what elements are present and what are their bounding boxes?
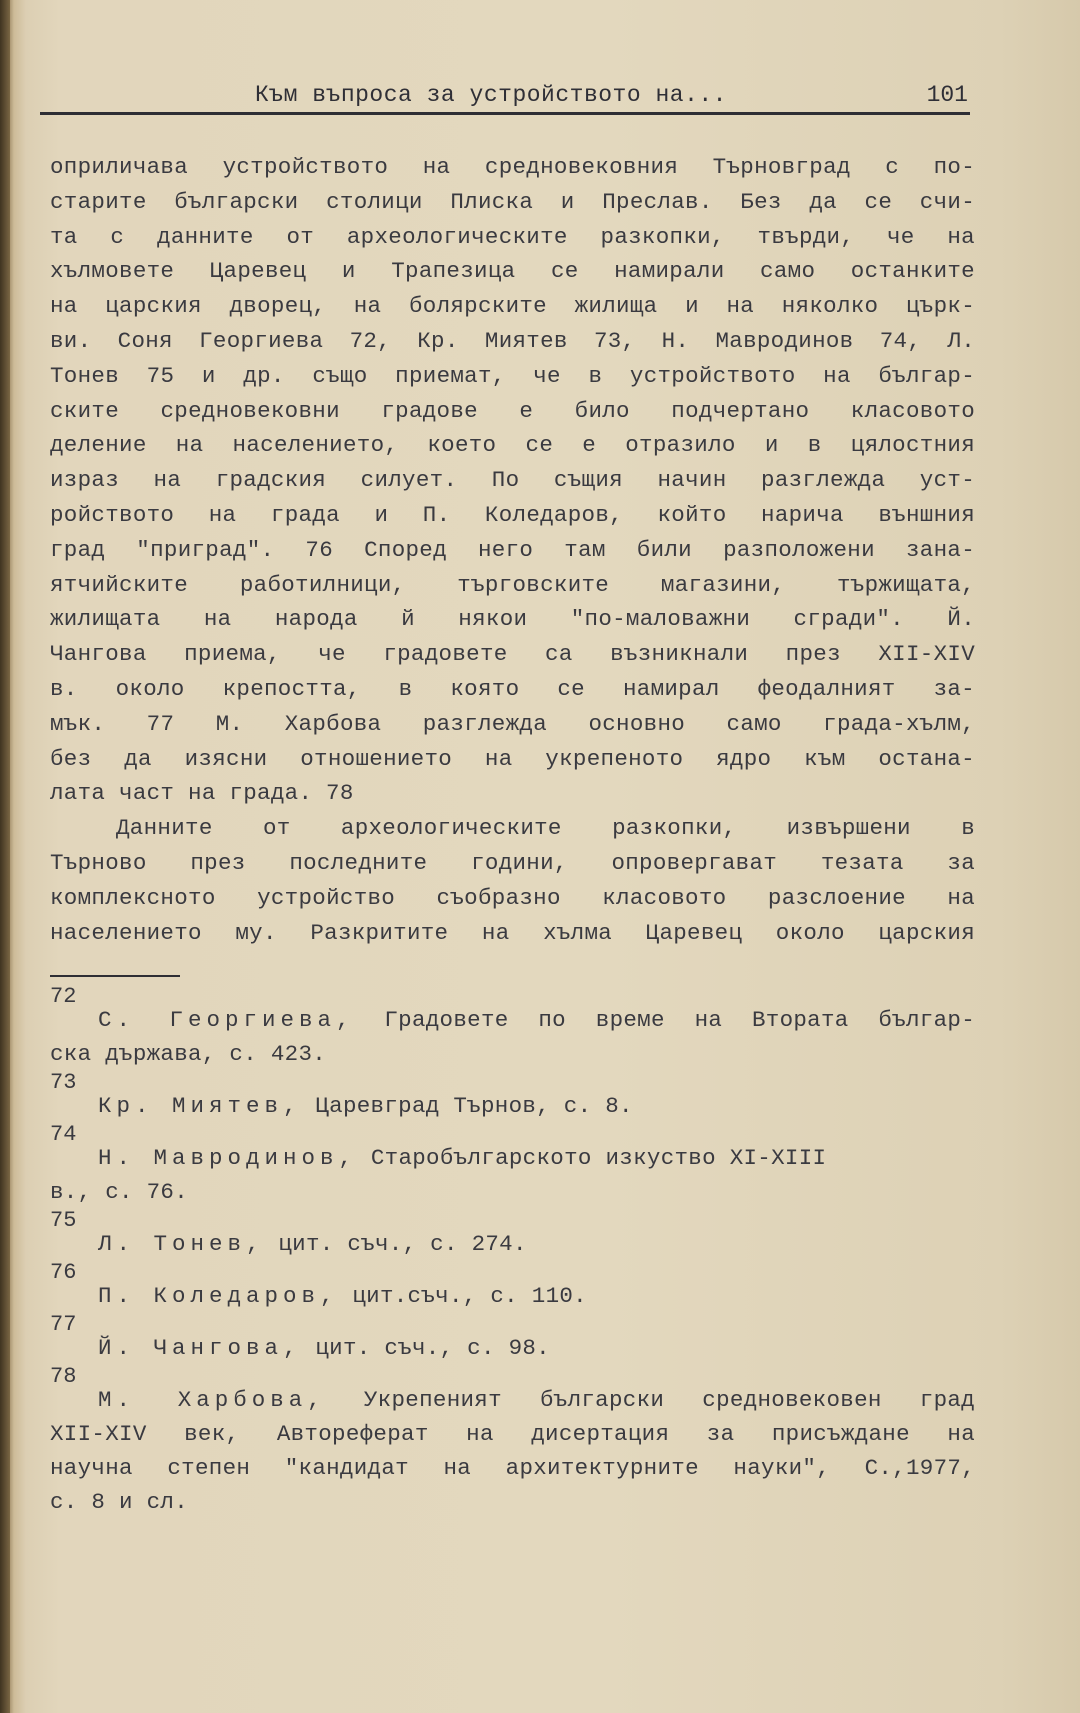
footnote-author: Кр. Миятев, [98, 1093, 302, 1119]
body-line: комплексното устройство съобразно класовото разслоение на [50, 884, 975, 911]
body-text [50, 150, 975, 950]
footnote-number: 76 [50, 1260, 77, 1285]
footnote-line: ска държава, с. 423. [50, 1041, 327, 1067]
footnote-line: с. 8 и сл. [50, 1489, 189, 1515]
body-line: Търново през последните години, опровергават тезата за [50, 849, 975, 876]
footnote-73 [50, 1071, 975, 1123]
footnote-text: цит. съч., с. 98. [315, 1335, 550, 1361]
body-line: Данните от археологическите разкопки, извършени в [116, 815, 975, 842]
footnote-text: Старобългарското изкуство XI-XIII [370, 1145, 827, 1171]
body-line: та с данните от археологическите разкопки, твърди, че на [50, 223, 975, 250]
footnote-line [50, 1383, 975, 1417]
footnote-number: 77 [50, 1312, 77, 1337]
page-number: 101 [926, 82, 968, 108]
body-line: жилищата на народа й някои "по-маловажни сгради". Й. [50, 606, 975, 633]
body-line: лата част на града. 78 [50, 780, 354, 807]
footnote-line: научна степен "кандидат на архитектурните науки", С.,1977, [50, 1455, 975, 1481]
footnote-number: 75 [50, 1208, 77, 1233]
footnote-text: цит. съч., с. 274. [278, 1231, 527, 1257]
body-line: оприличава устройството на средновековния Търновград с по- [50, 154, 975, 180]
body-line: ятчийските работилници, търговските магазини, тържищата, [50, 571, 975, 598]
footnote-author: Л. Тонев, [98, 1231, 265, 1257]
footnote-75 [50, 1209, 975, 1261]
footnote-author: С. Георгиева, [98, 1007, 355, 1033]
footnote-text: Царевград Търнов, с. 8. [315, 1093, 633, 1119]
body-line: в. около крепостта, в която се намирал феодалният за- [50, 675, 975, 702]
body-line: населението му. Разкритите на хълма Царевец около царския [50, 919, 975, 946]
footnote-author: М. Харбова, [98, 1387, 326, 1413]
footnote-text: Градовете по време на Втората българ- [384, 1007, 976, 1033]
footnote-72 [50, 985, 975, 1071]
footnote-number: 73 [50, 1070, 77, 1095]
body-line: град "приград". 76 Според него там били разположени зана- [50, 536, 975, 563]
footnote-74 [50, 1123, 975, 1209]
body-line: деление на населението, което се е отразило и в цялостния [50, 432, 975, 459]
footnote-line [50, 1089, 975, 1123]
footnote-text: Укрепеният български средновековен град [363, 1387, 975, 1413]
body-line: Тонев 75 и др. също приемат, че в устройството на българ- [50, 362, 975, 389]
footnote-line: XII-XIV век, Автореферат на дисертация за присъждане на [50, 1421, 975, 1447]
body-line: мък. 77 М. Харбова разглежда основно само града-хълм, [50, 710, 975, 737]
body-line: Чангова приема, че градовете са възникнали през XII-XIV [50, 641, 975, 668]
footnote-line [50, 1279, 975, 1313]
footnote-78 [50, 1365, 975, 1519]
body-line: хълмовете Царевец и Трапезица се намирали само останките [50, 258, 975, 285]
body-line: без да изясни отношението на укрепеното ядро към остана- [50, 745, 975, 772]
footnote-77 [50, 1313, 975, 1365]
footnote-number: 78 [50, 1364, 77, 1389]
running-title: Към въпроса за устройството на... [255, 82, 727, 108]
body-line: на царския дворец, на болярските жилища и на няколко църк- [50, 293, 975, 320]
footnote-line [50, 1003, 975, 1037]
footnote-author: П. Коледаров, [98, 1283, 339, 1309]
footnotes [50, 985, 975, 1519]
footnote-rule [50, 975, 180, 977]
footnote-line [50, 1227, 975, 1261]
footnote-number: 72 [50, 984, 77, 1009]
footnote-author: Й. Чангова, [98, 1335, 302, 1361]
footnote-line [50, 1141, 975, 1175]
footnote-author: Н. Мавродинов, [98, 1145, 358, 1171]
body-line: ройството на града и П. Коледаров, който нарича външния [50, 501, 975, 528]
footnote-line [50, 1331, 975, 1365]
body-line: израз на градския силует. По същия начин разглежда уст- [50, 467, 975, 494]
body-line: старите български столици Плиска и Преслав. Без да се счи- [50, 188, 975, 215]
footnote-line: в., с. 76. [50, 1179, 189, 1205]
page-header [40, 82, 970, 115]
footnote-76 [50, 1261, 975, 1313]
footnote-text: цит.съч., с. 110. [352, 1283, 587, 1309]
book-spine-shadow [0, 0, 10, 1713]
body-line: ските средновековни градове е било подчертано класовото [50, 397, 975, 424]
footnote-number: 74 [50, 1122, 77, 1147]
body-line: ви. Соня Георгиева 72, Кр. Миятев 73, Н. Мавродинов 74, Л. [50, 327, 975, 354]
